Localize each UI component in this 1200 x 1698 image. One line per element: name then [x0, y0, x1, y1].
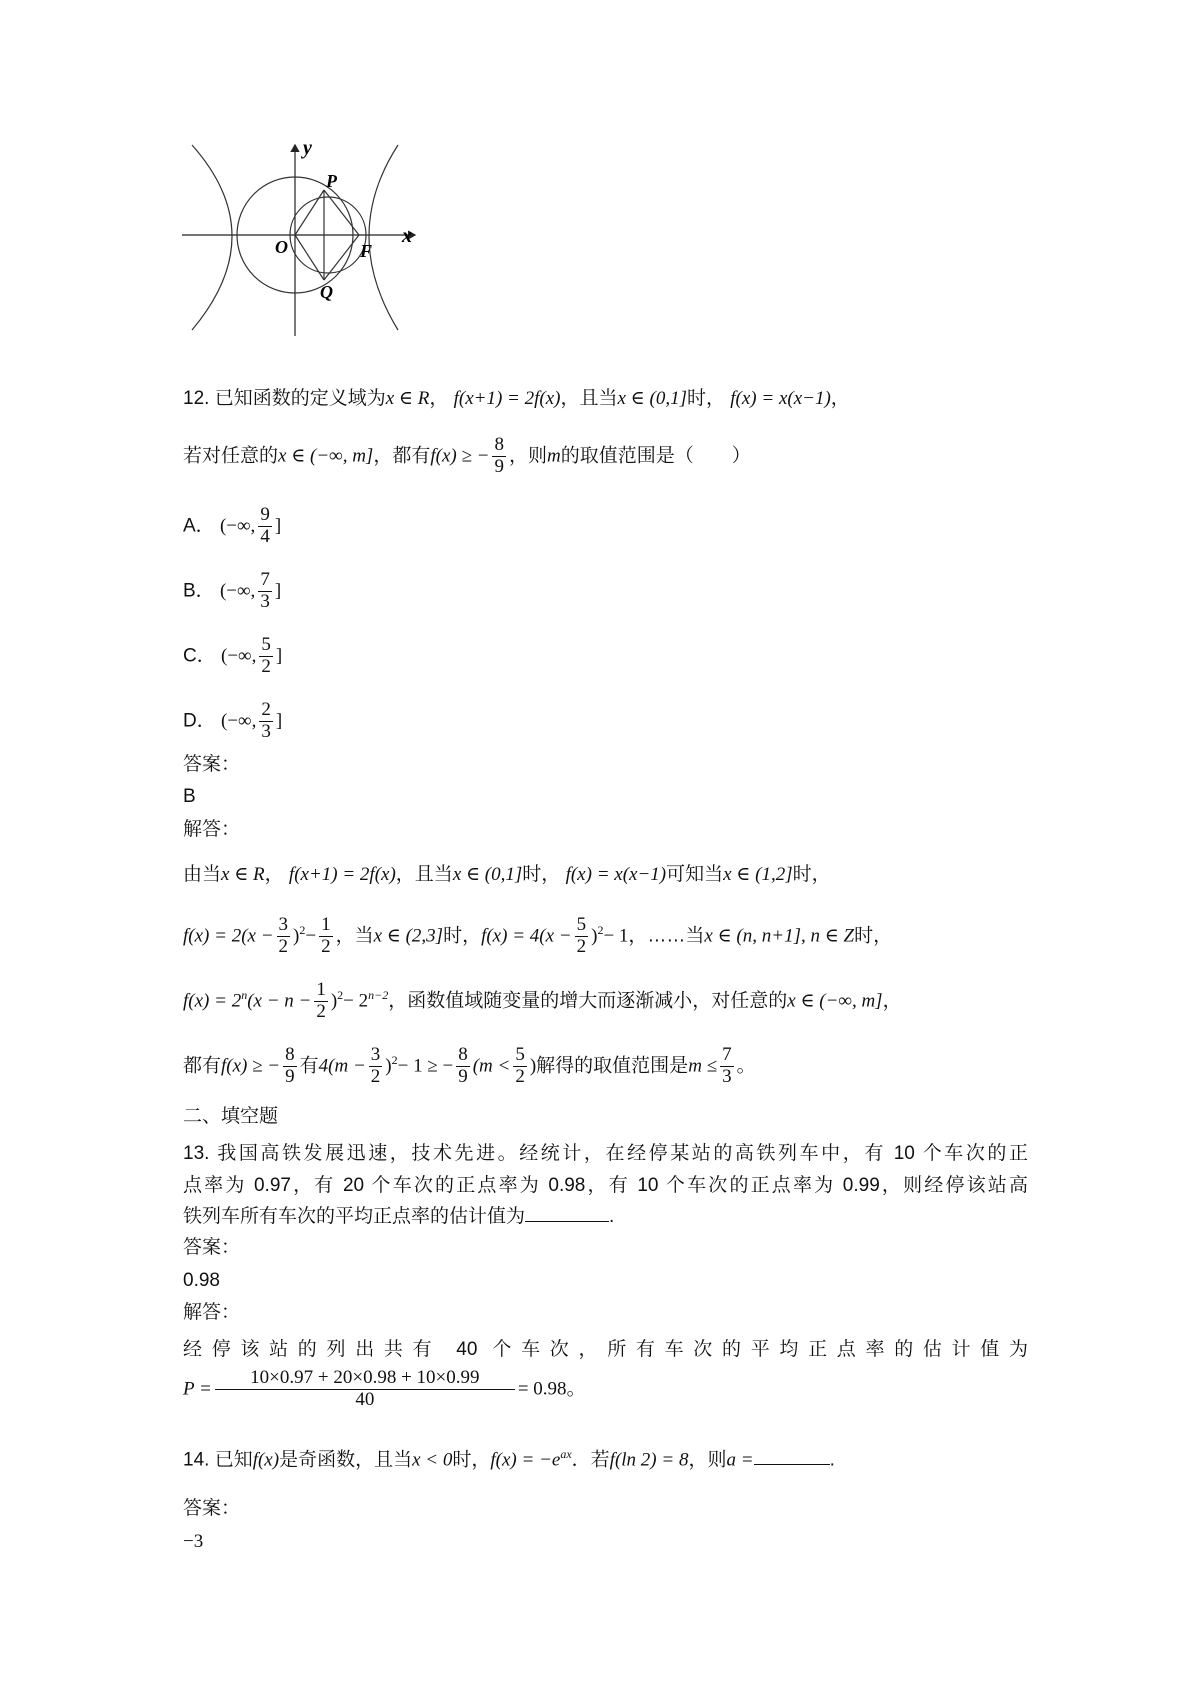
q12-answer-label: 答案：: [183, 754, 241, 775]
option-c[interactable]: C． (−∞, $\frac{5}{2}$ ]: [183, 634, 283, 677]
segment-pf: [324, 190, 359, 235]
section-heading: 二、填空题: [183, 1106, 279, 1127]
option-b[interactable]: B． (−∞, $\frac{7}{3}$ ]: [183, 569, 282, 612]
q13-line2: 点率为 0.97，有 20 个车次的正点率为 0.98，有 10 个车次的正点率为 0.99，则经停该站高: [183, 1175, 1028, 1196]
label-f: F: [360, 241, 373, 261]
q13-line3: 铁列车所有车次的平均正点率的估计值为 .: [183, 1203, 614, 1229]
q13-answer-blank[interactable]: [525, 1203, 609, 1222]
label-q: Q: [320, 282, 333, 302]
q14-answer-blank[interactable]: [754, 1446, 830, 1465]
q13-answer-label: 答案：: [183, 1237, 241, 1258]
q12-solution-label: 解答：: [183, 819, 241, 840]
segment-qf: [324, 235, 359, 280]
q13-solution-line1: 经停该站的列出共有 40 个车次，所有车次的平均正点率的估计值为: [183, 1339, 1028, 1360]
hyperbola-right-branch: [369, 145, 398, 330]
q14-line1: 14. 已知f(x)是奇函数，且当x < 0时，$f(x) = -e^{ax}$．若f(ln 2) = 8，则a = .: [183, 1447, 835, 1471]
label-y: y: [303, 140, 312, 159]
q13-line1: 13. 我国高铁发展迅速，技术先进。经统计，在经停某站的高铁列车中，有 10 个车次的正: [183, 1143, 1028, 1164]
q13-answer: 0.98: [183, 1270, 220, 1291]
q14-answer-label: 答案：: [183, 1498, 241, 1519]
q12-solution-line4: 都有f(x) ≥ − $\frac{8}{9}$ 有4(m − $\frac{3}{2}$ )$^2$− 1 ≥ − $\frac{8}{9}$ (m < $\frac{5}{2}$ )解得的取值范围是m ≤ $\frac{7}{3}$ 。: [183, 1044, 756, 1087]
segment-oq: [295, 235, 324, 280]
q13-solution-formula: P = $\frac{10\times 0.97 + 20\times 0.98 + 10\times 0.99}{40}$ = 0.98。: [183, 1367, 586, 1410]
q12-solution-line1: 由当x ∈ R， f(x+1) = 2f(x)，且当x ∈ (0,1]时， f(x) = x(x−1)可知当x ∈ (1,2]时，: [183, 864, 831, 885]
hyperbola-figure: [180, 140, 430, 340]
frac-8-9: $\frac{8}{9}$: [494, 434, 504, 477]
label-p: P: [326, 171, 337, 191]
label-o: O: [275, 237, 288, 257]
hyperbola-left-branch: [192, 145, 232, 330]
option-b-frac: $\frac{7}{3}$: [260, 569, 270, 612]
q13-average-frac: $\frac{10\times 0.97 + 20\times 0.98 + 10\times 0.99}{40}$: [215, 1368, 515, 1411]
option-a[interactable]: A． (−∞, $\frac{9}{4}$ ]: [183, 504, 282, 547]
q12-line1: 12. 已知函数的定义域为x ∈ R， f(x+1) = 2f(x)，且当x ∈ (0,1]时， f(x) = x(x−1)，: [183, 388, 850, 409]
q14-answer: −3: [183, 1531, 204, 1552]
option-c-frac: $\frac{5}{2}$: [261, 634, 271, 677]
q12-line2: 若对任意的x ∈ (−∞, m]，都有f(x) ≥ − $\frac{8}{9}$ ，则m的取值范围是（ ）: [183, 434, 751, 477]
q12-solution-line3: $f(x) = 2^n(x - n$ − $\frac{1}{2}$ )$^2- 2^{n-2}$，函数值域随变量的增大而逐渐减小，对任意的x ∈ (−∞, m]，: [183, 979, 902, 1022]
option-a-frac: $\frac{9}{4}$: [260, 504, 270, 547]
q13-solution-label: 解答：: [183, 1302, 241, 1323]
q12-solution-line2: f(x) = 2(x − $\frac{3}{2}$ )$^2$− $\frac{1}{2}$ ，当x ∈ (2,3]时，f(x) = 4(x − $\frac{5}{2}$ )$^2$− 1，……当x ∈ (n, n+1], n ∈ Z时，: [183, 914, 893, 957]
option-d-frac: $\frac{2}{3}$: [261, 699, 271, 742]
q12-answer: B: [183, 786, 196, 807]
option-d[interactable]: D． (−∞, $\frac{2}{3}$ ]: [183, 699, 283, 742]
segment-op: [295, 190, 324, 235]
label-x: x: [402, 225, 412, 247]
